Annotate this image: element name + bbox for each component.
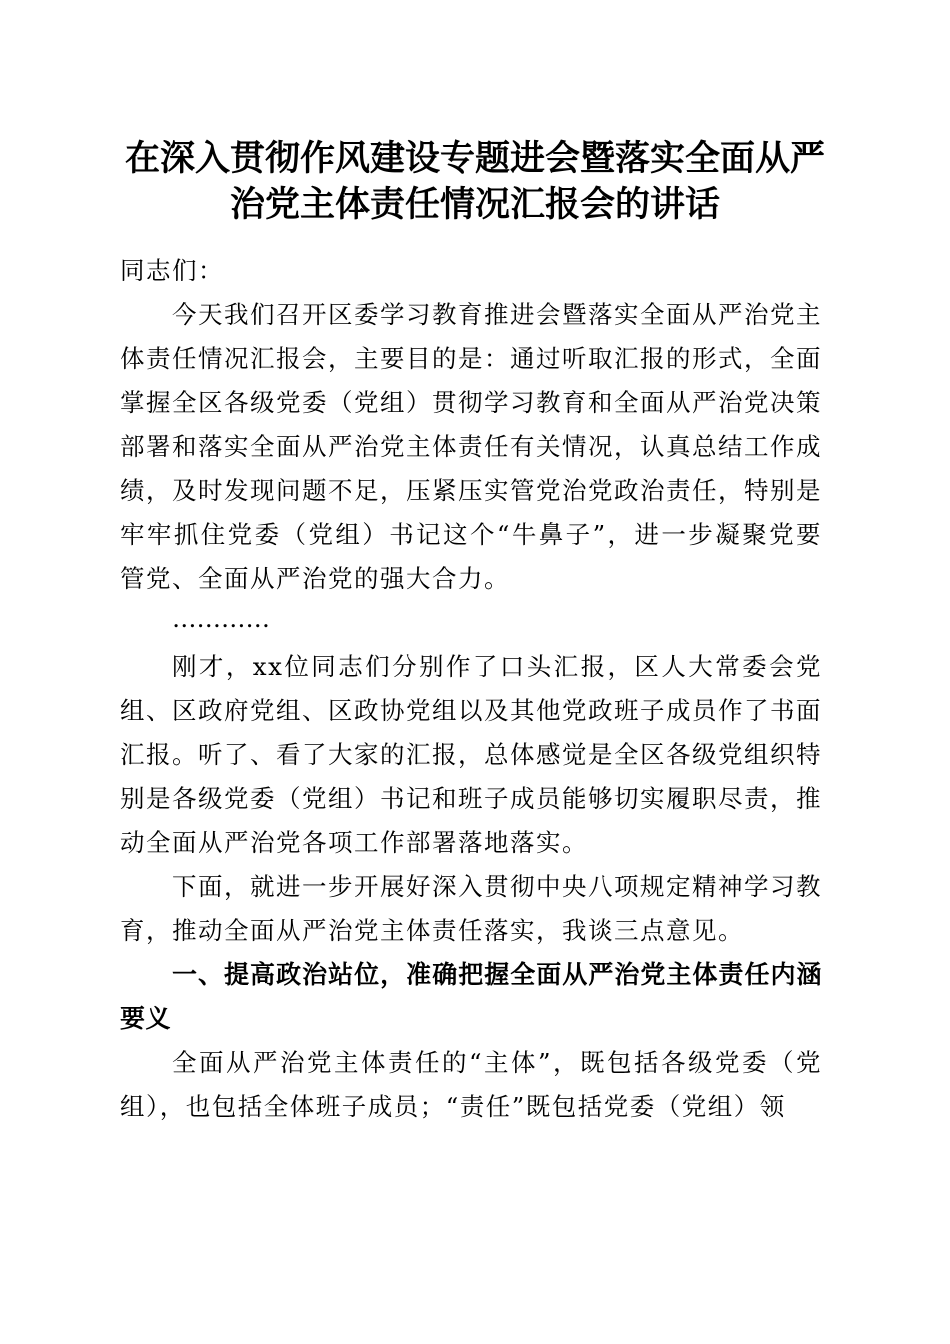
title-line-2: 治党主体责任情况汇报会的讲话: [229, 184, 720, 225]
title-line-1: 在深入贯彻作风建设专题进会暨落实全面从严: [124, 138, 825, 179]
document-title: [100, 136, 850, 228]
section-1-paragraph: 全面从严治党主体责任的“主体”，既包括各级党委（党组），也包括全体班子成员；“责任”既包括党委（党组）领: [120, 1048, 822, 1121]
salutation: 同志们：: [120, 256, 224, 285]
document-body: [120, 249, 822, 1129]
ellipsis-omission: …………: [172, 604, 270, 633]
paragraph-reports: 刚才，xx位同志们分别作了口头汇报，区人大常委会党组、区政府党组、区政协党组以及其他党政班子成员作了书面汇报。听了、看了大家的汇报，总体感觉是全区各级党组织特别是各级党委（党组）书记和班子成员能够切实履职尽责，推动全面从严治党各项工作部署落地落实。: [120, 652, 822, 857]
section-heading-1: 一、提高政治站位，准确把握全面从严治党主体责任内涵要义: [120, 960, 822, 1033]
paragraph-opening: 今天我们召开区委学习教育推进会暨落实全面从严治党主体责任情况汇报会，主要目的是：通过听取汇报的形式，全面掌握全区各级党委（党组）贯彻学习教育和全面从严治党决策部署和落实全面从严治党主体责任有关情况，认真总结工作成绩，及时发现问题不足，压紧压实管党治党政治责任，特别是牢牢抓住党委（党组）书记这个“牛鼻子”，进一步凝聚党要管党、全面从严治党的强大合力。: [120, 300, 822, 593]
paragraph-intro-points: 下面，就进一步开展好深入贯彻中央八项规定精神学习教育，推动全面从严治党主体责任落实，我谈三点意见。: [120, 872, 822, 945]
